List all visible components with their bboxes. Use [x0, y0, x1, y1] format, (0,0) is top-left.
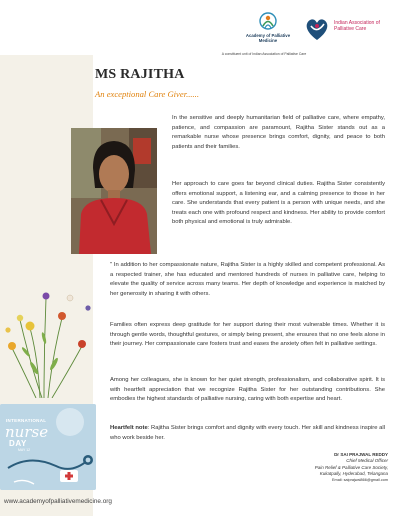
signature-block — [268, 452, 388, 483]
nurse-day-line-international: INTERNATIONAL — [6, 418, 47, 423]
footer-website-link[interactable]: www.academyofpalliativemedicine.org — [4, 498, 112, 505]
signatory-location: Kukatpally, Hyderabad, Telangana — [319, 470, 388, 476]
paragraph-skills: " In addition to her compassionate nature, Rajitha Sister is a highly skilled and competent professional. As a respected trainer, she has educated and mentored hundreds of nurses in palliative care, helping to elevate the quality of service across many teams. Her depth of knowledge and experience is matched by her generosity in sharing it with others. — [110, 262, 385, 297]
nurse-day-date: MAY 12 — [18, 448, 31, 452]
nurse-day-line-day: DAY — [9, 439, 27, 448]
honoree-name: MS RAJITHA — [95, 67, 185, 82]
academy-logo-text: Academy of Palliative Medicine — [245, 33, 291, 43]
nurse-day-line-nurse: nurse — [5, 423, 49, 441]
iapc-logo — [302, 14, 382, 46]
wildflowers-illustration — [0, 268, 105, 398]
portrait-illustration — [71, 128, 157, 254]
heartfelt-note-text: : Rajitha Sister brings comfort and dignity with every touch. Her skill and kindness inspire all who work beside her. — [110, 425, 385, 441]
academy-emblem-icon — [257, 12, 279, 34]
heartfelt-note-label: Heartfelt note — [110, 425, 148, 431]
constituent-tagline: A constituent unit of Indian Association of Palliative Care — [221, 52, 307, 56]
paragraph-intro: In the sensitive and deeply humanitarian field of palliative care, where empathy, patience, and compassion are paramount, Rajitha Sister stands out as a remarkable nurse whose presence brings comfort, dignity, and peace to both patients and their families. — [172, 115, 385, 150]
honoree-portrait — [71, 128, 157, 254]
paragraph-heartfelt-note — [110, 424, 385, 443]
nurse-day-card — [0, 404, 96, 490]
signatory-name: Dr SAI PRAJWAL REDDY — [334, 452, 388, 457]
academy-logo — [238, 12, 298, 48]
iapc-heart-icon — [302, 14, 332, 44]
paragraph-approach: Her approach to care goes far beyond clinical duties. Rajitha Sister consistently offers emotional support, a listening ear, and a calming presence to those in her care. She understands that every patient is a person with unique needs, and she treats each one with profound respect and kindness. Her ability to provide comfort both physical and emotional is truly admirable. — [172, 181, 385, 226]
flower-blooms — [5, 293, 90, 351]
honoree-tagline: An exceptional Care Giver...... — [95, 89, 199, 99]
paragraph-families: Families often express deep gratitude for her support during their most vulnerable times. Whether it is through gentle words, thoughtful gestures, or simply being present, she ensures that no one feels alone in their journey. Her compassionate care fosters trust and eases the anxiety often felt in palliative settings. — [110, 322, 385, 348]
iapc-logo-text: Indian Association of Palliative Care — [334, 20, 380, 32]
signatory-title: Chief Medical Officer — [346, 458, 388, 464]
signatory-org: Pain Relief & Palliative Care Society, — [314, 464, 388, 470]
signatory-email: Email: saiprajwal866@gmail.com — [332, 478, 388, 483]
side-band-top-notch — [0, 0, 93, 55]
paragraph-colleagues: Among her colleagues, she is known for her quiet strength, professionalism, and collaborative spirit. It is with heartfelt appreciation that we recognize Rajitha Sister for her outstanding contributions. She embodies the highest standards of palliative nursing, caring with both expertise and heart. — [110, 377, 385, 403]
